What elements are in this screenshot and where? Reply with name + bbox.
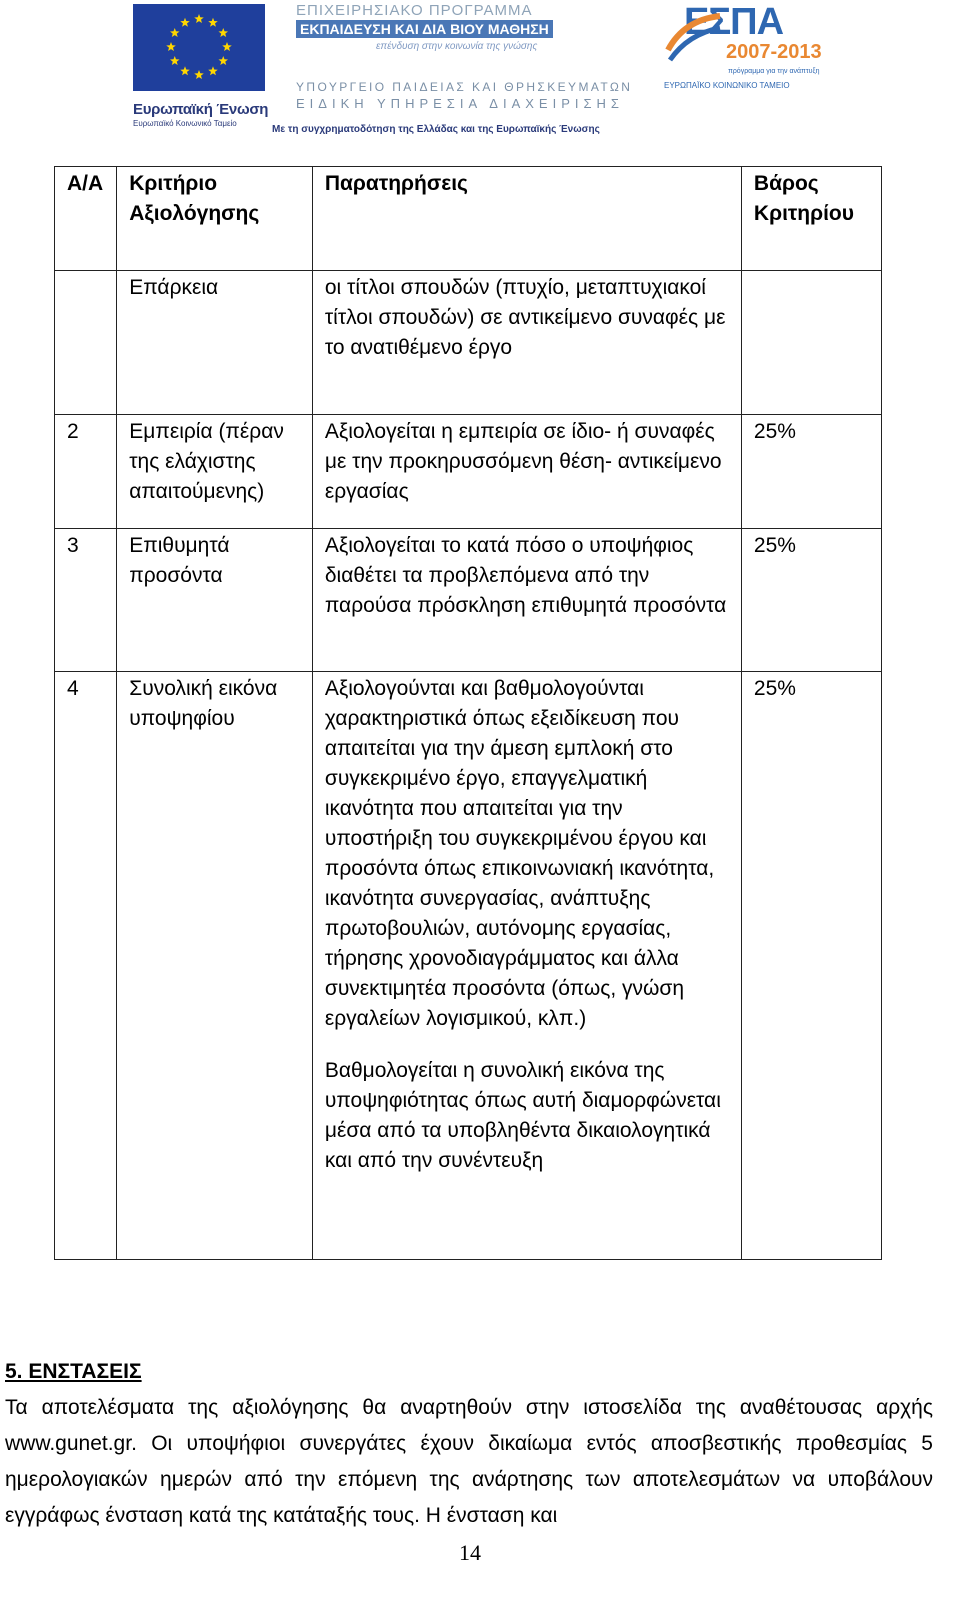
espa-logo bbox=[664, 2, 824, 90]
cell-aa: 2 bbox=[55, 415, 117, 529]
espa-tagline: πρόγραμμα για την ανάπτυξη bbox=[728, 68, 820, 75]
eu-star-icon bbox=[218, 28, 228, 37]
note-paragraph: Βαθμολογείται η συνολική εικόνα της υποψηφιότητας όπως αυτή διαμορφώνεται μέσα από τα υποβληθέντα δικαιολογητικά και από την συνέντευξη bbox=[324, 1059, 721, 1172]
cofunding-note: Με τη συγχρηματοδότηση της Ελλάδας και της Ευρωπαϊκής Ένωσης bbox=[272, 124, 600, 135]
ministry-name: ΥΠΟΥΡΓΕΙΟ ΠΑΙΔΕΙΑΣ ΚΑΙ ΘΡΗΣΚΕΥΜΑΤΩΝ bbox=[296, 80, 633, 94]
header-notes: Παρατηρήσεις bbox=[312, 167, 741, 271]
espa-fund: ΕΥΡΩΠΑΪΚΟ ΚΟΙΝΩΝΙΚΟ ΤΑΜΕΙΟ bbox=[664, 81, 790, 90]
section-paragraph: Τα αποτελέσματα της αξιολόγησης θα αναρτηθούν στην ιστοσελίδα της αναθέτουσας αρχής www.gunet.gr. Οι υποψήφιοι συνεργάτες έχουν δικαίωμα εντός αποσβεστικής προθεσμίας 5 ημερολογιακών ημερών από την επόμενη της ανάρτησης των αποτελεσμάτων να υποβάλουν εγγράφως ένσταση κατά της κατάταξής τους. Η ένσταση και bbox=[5, 1396, 933, 1527]
eu-star-icon bbox=[218, 56, 228, 65]
eu-subtitle: Ευρωπαϊκό Κοινωνικό Ταμείο bbox=[133, 119, 237, 128]
managing-authority: ΕΙΔΙΚΗ ΥΠΗΡΕΣΙΑ ΔΙΑΧΕΙΡΙΣΗΣ bbox=[296, 96, 624, 111]
eu-star-icon bbox=[194, 14, 204, 23]
section-objections bbox=[5, 1354, 933, 1534]
eu-star-icon bbox=[194, 70, 204, 79]
espa-wordmark: ΕΣΠΑ bbox=[684, 1, 784, 43]
eu-flag-icon bbox=[133, 4, 265, 91]
eu-star-icon bbox=[222, 42, 232, 51]
header-criterion: Κριτήριο Αξιολόγησης bbox=[117, 167, 313, 271]
eu-star-icon bbox=[208, 18, 218, 27]
cell-notes bbox=[312, 529, 741, 672]
cell-aa: 3 bbox=[55, 529, 117, 672]
note-paragraph: Αξιολογείται το κατά πόσο ο υποψήφιος διαθέτει τα προβλεπόμενα από την παρούσα πρόσκληση επιθυμητά προσόντα bbox=[324, 534, 727, 617]
cell-weight bbox=[741, 271, 881, 415]
eu-star-icon bbox=[180, 66, 190, 75]
page-header bbox=[0, 0, 960, 150]
program-title: ΕΠΙΧΕΙΡΗΣΙΑΚΟ ΠΡΟΓΡΑΜΜΑ bbox=[296, 2, 533, 19]
cell-notes bbox=[312, 271, 741, 415]
eu-star-icon bbox=[180, 18, 190, 27]
eu-logo bbox=[133, 4, 269, 128]
criteria-table bbox=[54, 166, 882, 1260]
note-paragraph: Αξιολογούνται και βαθμολογούνται χαρακτηριστικά όπως εξειδίκευση που απαιτείται για την άμεση εμπλοκή στο συγκεκριμένο έργο, επαγγελματική ικανότητα που απαιτείται για την υποστήριξη του συγκεκριμένου έργου και προσόντα όπως επικοινωνιακή ικανότητα, ικανότητα συνεργασίας, ανάπτυξης πρωτοβουλιών, αυτόνομης εργασίας, τήρησης χρονοδιαγράμματος και άλλα συνεκτιμητέα προσόντα (όπως, γνώση εργαλείων λογισμικού, κλπ.) bbox=[324, 677, 715, 1030]
page-number: 14 bbox=[459, 1540, 481, 1565]
cell-aa: 4 bbox=[55, 672, 117, 1260]
cell-criterion: Εμπειρία (πέραν της ελάχιστης απαιτούμενης) bbox=[117, 415, 313, 529]
header-weight: Βάρος Κριτηρίου bbox=[741, 167, 881, 271]
espa-swoosh-icon bbox=[664, 10, 724, 70]
eu-star-icon bbox=[166, 42, 176, 51]
eu-star-icon bbox=[170, 28, 180, 37]
table-row bbox=[55, 529, 882, 672]
cell-notes bbox=[312, 672, 741, 1260]
cell-weight: 25% bbox=[741, 529, 881, 672]
note-paragraph: οι τίτλοι σπουδών (πτυχίο, μεταπτυχιακοί τίτλοι σπουδών) σε αντικείμενο συναφές με το ανατιθέμενο έργο bbox=[324, 276, 726, 359]
cell-weight: 25% bbox=[741, 415, 881, 529]
espa-years: 2007-2013 bbox=[726, 41, 822, 63]
table-row bbox=[55, 672, 882, 1260]
table-header-row bbox=[55, 167, 882, 271]
cell-aa bbox=[55, 271, 117, 415]
section-title: 5. ΕΝΣΤΑΣΕΙΣ bbox=[5, 1360, 142, 1383]
table-row bbox=[55, 271, 882, 415]
eu-star-icon bbox=[170, 56, 180, 65]
eu-name: Ευρωπαϊκή Ένωση bbox=[133, 101, 269, 118]
cell-criterion: Συνολική εικόνα υποψηφίου bbox=[117, 672, 313, 1260]
cell-notes bbox=[312, 415, 741, 529]
program-slogan: επένδυση στην κοινωνία της γνώσης bbox=[376, 41, 538, 52]
table-row bbox=[55, 415, 882, 529]
eu-star-icon bbox=[208, 66, 218, 75]
header-aa: Α/Α bbox=[55, 167, 117, 271]
note-paragraph: Αξιολογείται η εμπειρία σε ίδιο- ή συναφές με την προκηρυσσόμενη θέση- αντικείμενο εργασίας bbox=[324, 420, 722, 503]
cell-weight: 25% bbox=[741, 672, 881, 1260]
program-name: ΕΚΠΑΙΔΕΥΣΗ ΚΑΙ ΔΙΑ ΒΙΟΥ ΜΑΘΗΣΗ bbox=[296, 20, 553, 38]
cell-criterion: Επιθυμητά προσόντα bbox=[117, 529, 313, 672]
cell-criterion: Επάρκεια bbox=[117, 271, 313, 415]
program-logo bbox=[296, 2, 646, 52]
